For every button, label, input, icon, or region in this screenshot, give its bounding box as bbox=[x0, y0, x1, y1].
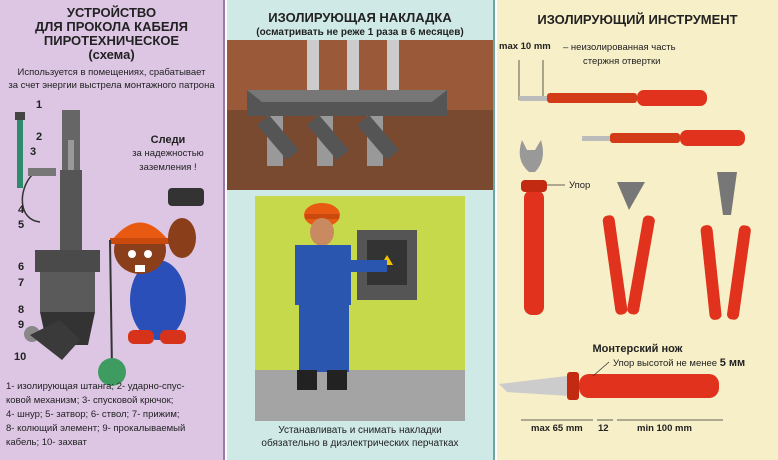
knife-stop-note bbox=[613, 357, 745, 369]
caption-line: обязательно в диэлектрических перчатках bbox=[261, 438, 459, 449]
callout-line: заземления ! bbox=[139, 162, 197, 173]
legend-line: 8- колющий элемент; 9- прокалываемый bbox=[6, 423, 186, 434]
callout-number: 5 bbox=[18, 219, 25, 231]
cover-illustration bbox=[227, 0, 495, 460]
callout-line: Следи bbox=[150, 134, 186, 146]
legend-line: ковой механизм; 3- спусковой крючок; bbox=[6, 395, 174, 406]
dim-65-label: max 65 mm bbox=[531, 423, 583, 434]
note-line: – неизолированная часть bbox=[563, 42, 676, 53]
tools-illustration bbox=[497, 0, 778, 460]
panel1-subtitle-line: за счет энергии выстрела монтажного патрона bbox=[8, 80, 215, 91]
callout-number: 2 bbox=[36, 131, 43, 143]
legend-line: 1- изолирующая штанга; 2- ударно-спус- bbox=[6, 381, 185, 392]
callout-line: за надежностью bbox=[132, 148, 204, 159]
panel1-title-line: ПИРОТЕХНИЧЕСКОЕ bbox=[43, 33, 180, 48]
callout-number: 6 bbox=[18, 261, 25, 273]
panel2-caption bbox=[227, 424, 493, 450]
panel2-title: ИЗОЛИРУЮЩАЯ НАКЛАДКА bbox=[268, 10, 452, 25]
panel2-subtitle: (осматривать не реже 1 раза в 6 месяцев) bbox=[256, 27, 464, 38]
panel3-title: ИЗОЛИРУЮЩИЙ ИНСТРУМЕНТ bbox=[537, 12, 738, 27]
wrench-stop-label: Упор bbox=[569, 180, 591, 191]
panel-cable-piercing-device bbox=[0, 0, 225, 460]
panel1-title-line: ДЛЯ ПРОКОЛА КАБЕЛЯ bbox=[35, 19, 188, 34]
note-line: стержня отвертки bbox=[583, 56, 661, 67]
dim-100-label: min 100 mm bbox=[637, 423, 692, 434]
panel1-subtitle-line: Используется в помещениях, срабатывает bbox=[17, 67, 206, 78]
beaver-mascot-icon bbox=[98, 188, 204, 386]
legend bbox=[6, 380, 222, 450]
legend-line: кабель; 10- захват bbox=[6, 437, 87, 448]
callout-number: 3 bbox=[30, 146, 37, 158]
legend-line: 4- шнур; 5- затвор; 6- ствол; 7- прижим; bbox=[6, 409, 180, 420]
callout-number: 4 bbox=[18, 204, 25, 216]
knife-title: Монтерский нож bbox=[592, 343, 683, 355]
dim-12-label: 12 bbox=[598, 423, 609, 434]
caption-line: Устанавливать и снимать накладки bbox=[278, 425, 442, 436]
knife-stop-value: 5 мм bbox=[719, 357, 746, 369]
callout-number: 9 bbox=[18, 319, 25, 331]
callout-number: 8 bbox=[18, 304, 25, 316]
callout-number: 1 bbox=[36, 99, 43, 111]
dim-max10-label: max 10 mm bbox=[499, 41, 551, 52]
panel1-title-line: (схема) bbox=[88, 47, 135, 62]
panel-insulating-cover bbox=[227, 0, 495, 460]
grounding-callout bbox=[118, 133, 218, 175]
callout-number: 7 bbox=[18, 277, 25, 289]
panel1-title-line: УСТРОЙСТВО bbox=[66, 5, 157, 20]
knife-stop-text: Упор высотой не менее bbox=[613, 358, 718, 369]
panel-insulated-tools bbox=[497, 0, 778, 460]
callout-number: 10 bbox=[14, 351, 27, 363]
